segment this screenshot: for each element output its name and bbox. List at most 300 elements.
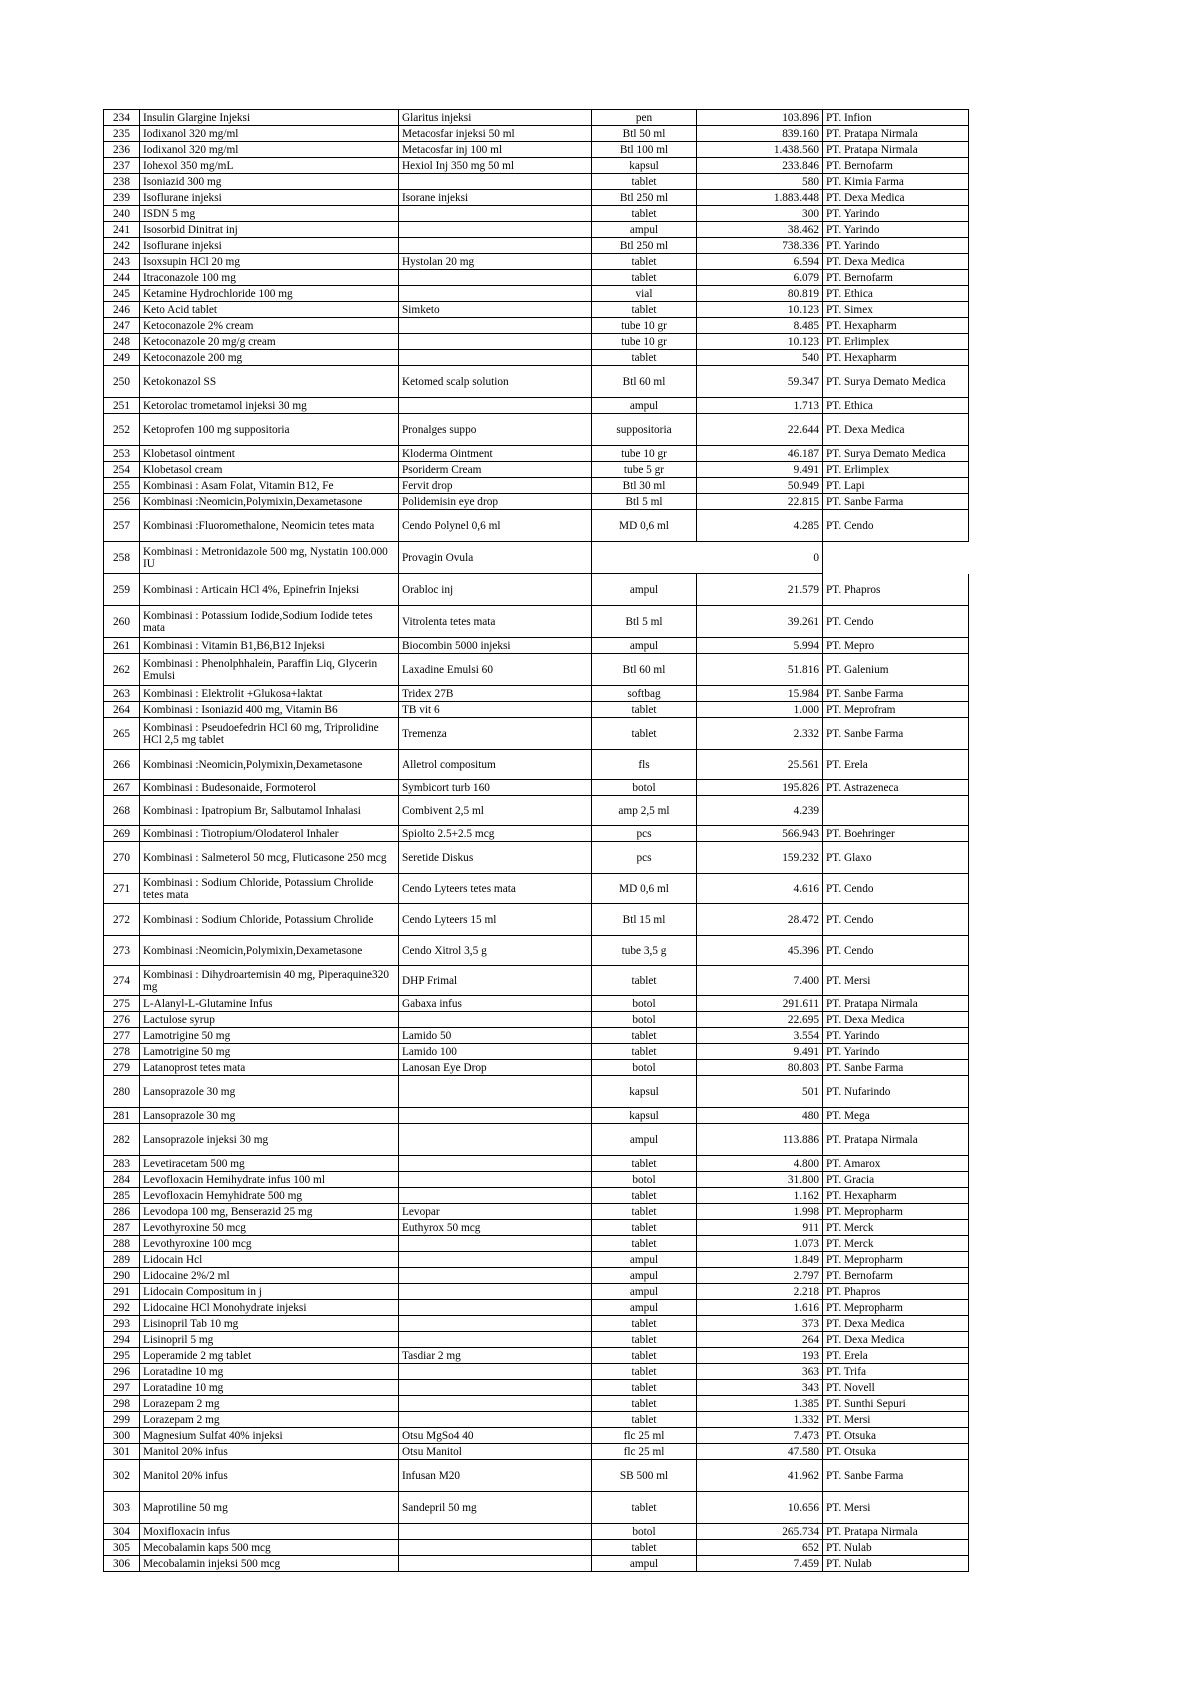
row-number-cell: 284 bbox=[104, 1172, 140, 1188]
table-row bbox=[104, 254, 969, 270]
generic-name-cell: Levofloxacin Hemihydrate infus 100 ml bbox=[140, 1172, 399, 1188]
price-cell: 7.473 bbox=[697, 1428, 823, 1444]
row-number-cell: 255 bbox=[104, 478, 140, 494]
unit-cell: tablet bbox=[592, 1236, 697, 1252]
row-number-cell: 289 bbox=[104, 1252, 140, 1268]
table-row bbox=[104, 702, 969, 718]
unit-cell: tablet bbox=[592, 1028, 697, 1044]
brand-name-cell: Isorane injeksi bbox=[399, 190, 592, 206]
row-number-cell: 275 bbox=[104, 996, 140, 1012]
unit-cell: tablet bbox=[592, 174, 697, 190]
brand-name-cell bbox=[399, 206, 592, 222]
price-cell: 22.815 bbox=[697, 494, 823, 510]
row-number-cell: 245 bbox=[104, 286, 140, 302]
generic-name-cell: Ketamine Hydrochloride 100 mg bbox=[140, 286, 399, 302]
supplier-cell bbox=[823, 542, 969, 574]
row-number-cell: 244 bbox=[104, 270, 140, 286]
generic-name-cell: Kombinasi : Asam Folat, Vitamin B12, Fe bbox=[140, 478, 399, 494]
unit-cell: flc 25 ml bbox=[592, 1428, 697, 1444]
price-cell: 2.332 bbox=[697, 718, 823, 750]
table-row bbox=[104, 750, 969, 780]
supplier-cell: PT. Sanbe Farma bbox=[823, 494, 969, 510]
supplier-cell: PT. Yarindo bbox=[823, 238, 969, 254]
row-number-cell: 281 bbox=[104, 1108, 140, 1124]
unit-cell: Btl 60 ml bbox=[592, 366, 697, 398]
unit-cell: tube 5 gr bbox=[592, 462, 697, 478]
supplier-cell: PT. Pratapa Nirmala bbox=[823, 1124, 969, 1156]
brand-name-cell: Lamido 100 bbox=[399, 1044, 592, 1060]
generic-name-cell: Itraconazole 100 mg bbox=[140, 270, 399, 286]
supplier-cell: PT. Cendo bbox=[823, 904, 969, 936]
price-cell: 1.883.448 bbox=[697, 190, 823, 206]
price-cell: 7.459 bbox=[697, 1556, 823, 1572]
brand-name-cell bbox=[399, 318, 592, 334]
row-number-cell: 294 bbox=[104, 1332, 140, 1348]
brand-name-cell: Alletrol compositum bbox=[399, 750, 592, 780]
brand-name-cell: Cendo Lyteers tetes mata bbox=[399, 874, 592, 904]
table-row bbox=[104, 1380, 969, 1396]
table-row bbox=[104, 366, 969, 398]
generic-name-cell: Magnesium Sulfat 40% injeksi bbox=[140, 1428, 399, 1444]
brand-name-cell: Laxadine Emulsi 60 bbox=[399, 654, 592, 686]
row-number-cell: 235 bbox=[104, 126, 140, 142]
brand-name-cell: Tremenza bbox=[399, 718, 592, 750]
table-row bbox=[104, 1460, 969, 1492]
generic-name-cell: Lansoprazole 30 mg bbox=[140, 1108, 399, 1124]
row-number-cell: 287 bbox=[104, 1220, 140, 1236]
row-number-cell: 297 bbox=[104, 1380, 140, 1396]
unit-cell: ampul bbox=[592, 574, 697, 606]
price-cell: 501 bbox=[697, 1076, 823, 1108]
generic-name-cell: Iodixanol 320 mg/ml bbox=[140, 126, 399, 142]
table-row bbox=[104, 1188, 969, 1204]
supplier-cell: PT. Dexa Medica bbox=[823, 190, 969, 206]
unit-cell: ampul bbox=[592, 1124, 697, 1156]
price-cell: 4.800 bbox=[697, 1156, 823, 1172]
price-cell: 1.616 bbox=[697, 1300, 823, 1316]
generic-name-cell: Kombinasi :Neomicin,Polymixin,Dexametasone bbox=[140, 936, 399, 966]
row-number-cell: 261 bbox=[104, 638, 140, 654]
generic-name-cell: Levofloxacin Hemyhidrate 500 mg bbox=[140, 1188, 399, 1204]
unit-cell: tablet bbox=[592, 1540, 697, 1556]
generic-name-cell: Ketokonazol SS bbox=[140, 366, 399, 398]
row-number-cell: 254 bbox=[104, 462, 140, 478]
price-cell: 41.962 bbox=[697, 1460, 823, 1492]
unit-cell: tablet bbox=[592, 1156, 697, 1172]
unit-cell: tube 10 gr bbox=[592, 334, 697, 350]
supplier-cell: PT. Meprofram bbox=[823, 702, 969, 718]
price-cell: 1.998 bbox=[697, 1204, 823, 1220]
brand-name-cell bbox=[399, 1284, 592, 1300]
row-number-cell: 237 bbox=[104, 158, 140, 174]
row-number-cell: 240 bbox=[104, 206, 140, 222]
brand-name-cell: Tasdiar 2 mg bbox=[399, 1348, 592, 1364]
brand-name-cell bbox=[399, 1172, 592, 1188]
price-cell: 80.819 bbox=[697, 286, 823, 302]
price-cell: 1.073 bbox=[697, 1236, 823, 1252]
unit-cell: tablet bbox=[592, 1492, 697, 1524]
row-number-cell: 279 bbox=[104, 1060, 140, 1076]
supplier-cell: PT. Yarindo bbox=[823, 1044, 969, 1060]
table-row bbox=[104, 206, 969, 222]
brand-name-cell: Tridex 27B bbox=[399, 686, 592, 702]
table-row bbox=[104, 1156, 969, 1172]
price-cell: 291.611 bbox=[697, 996, 823, 1012]
generic-name-cell: Lidocaine 2%/2 ml bbox=[140, 1268, 399, 1284]
price-cell: 480 bbox=[697, 1108, 823, 1124]
price-cell: 6.079 bbox=[697, 270, 823, 286]
brand-name-cell: DHP Frimal bbox=[399, 966, 592, 996]
generic-name-cell: Levothyroxine 50 mcg bbox=[140, 1220, 399, 1236]
price-cell: 839.160 bbox=[697, 126, 823, 142]
drug-price-table bbox=[103, 109, 969, 1572]
unit-cell: botol bbox=[592, 1012, 697, 1028]
price-cell: 652 bbox=[697, 1540, 823, 1556]
brand-name-cell: Ketomed scalp solution bbox=[399, 366, 592, 398]
row-number-cell: 277 bbox=[104, 1028, 140, 1044]
generic-name-cell: Klobetasol ointment bbox=[140, 446, 399, 462]
unit-cell: tablet bbox=[592, 302, 697, 318]
price-cell: 540 bbox=[697, 350, 823, 366]
unit-cell: pcs bbox=[592, 826, 697, 842]
unit-cell: ampul bbox=[592, 1268, 697, 1284]
supplier-cell: PT. Cendo bbox=[823, 510, 969, 542]
supplier-cell: PT. Dexa Medica bbox=[823, 1316, 969, 1332]
row-number-cell: 303 bbox=[104, 1492, 140, 1524]
table-row bbox=[104, 606, 969, 638]
brand-name-cell: Glaritus injeksi bbox=[399, 110, 592, 126]
generic-name-cell: Iohexol 350 mg/mL bbox=[140, 158, 399, 174]
table-row bbox=[104, 1044, 969, 1060]
table-row bbox=[104, 318, 969, 334]
table-row bbox=[104, 1108, 969, 1124]
row-number-cell: 269 bbox=[104, 826, 140, 842]
price-cell: 80.803 bbox=[697, 1060, 823, 1076]
brand-name-cell bbox=[399, 398, 592, 414]
table-row bbox=[104, 286, 969, 302]
supplier-cell: PT. Yarindo bbox=[823, 222, 969, 238]
price-cell: 4.616 bbox=[697, 874, 823, 904]
supplier-cell: PT. Phapros bbox=[823, 574, 969, 606]
row-number-cell: 242 bbox=[104, 238, 140, 254]
brand-name-cell bbox=[399, 1236, 592, 1252]
supplier-cell: PT. Galenium bbox=[823, 654, 969, 686]
generic-name-cell: Kombinasi : Potassium Iodide,Sodium Iodide tetes mata bbox=[140, 606, 399, 638]
price-cell: 911 bbox=[697, 1220, 823, 1236]
row-number-cell: 301 bbox=[104, 1444, 140, 1460]
price-cell: 31.800 bbox=[697, 1172, 823, 1188]
row-number-cell: 259 bbox=[104, 574, 140, 606]
row-number-cell: 302 bbox=[104, 1460, 140, 1492]
table-row bbox=[104, 1284, 969, 1300]
row-number-cell: 295 bbox=[104, 1348, 140, 1364]
brand-name-cell: Levopar bbox=[399, 1204, 592, 1220]
price-cell: 566.943 bbox=[697, 826, 823, 842]
price-cell: 4.285 bbox=[697, 510, 823, 542]
unit-cell: tablet bbox=[592, 1204, 697, 1220]
generic-name-cell: Kombinasi : Sodium Chloride, Potassium Chrolide bbox=[140, 904, 399, 936]
brand-name-cell: Cendo Xitrol 3,5 g bbox=[399, 936, 592, 966]
unit-cell: Btl 5 ml bbox=[592, 494, 697, 510]
row-number-cell: 246 bbox=[104, 302, 140, 318]
price-cell: 6.594 bbox=[697, 254, 823, 270]
table-row bbox=[104, 1444, 969, 1460]
table-row bbox=[104, 1396, 969, 1412]
supplier-cell: PT. Hexapharm bbox=[823, 318, 969, 334]
brand-name-cell: Metacosfar injeksi 50 ml bbox=[399, 126, 592, 142]
supplier-cell: PT. Hexapharm bbox=[823, 1188, 969, 1204]
unit-cell: kapsul bbox=[592, 1108, 697, 1124]
row-number-cell: 292 bbox=[104, 1300, 140, 1316]
price-cell: 264 bbox=[697, 1332, 823, 1348]
row-number-cell: 286 bbox=[104, 1204, 140, 1220]
brand-name-cell: Infusan M20 bbox=[399, 1460, 592, 1492]
price-cell: 1.438.560 bbox=[697, 142, 823, 158]
generic-name-cell: Manitol 20% infus bbox=[140, 1444, 399, 1460]
table-row bbox=[104, 1316, 969, 1332]
row-number-cell: 249 bbox=[104, 350, 140, 366]
unit-cell: softbag bbox=[592, 686, 697, 702]
generic-name-cell: Moxifloxacin infus bbox=[140, 1524, 399, 1540]
unit-cell: fls bbox=[592, 750, 697, 780]
table-row bbox=[104, 638, 969, 654]
price-cell: 363 bbox=[697, 1364, 823, 1380]
table-row bbox=[104, 350, 969, 366]
table-row bbox=[104, 1076, 969, 1108]
unit-cell: ampul bbox=[592, 1284, 697, 1300]
unit-cell: Btl 100 ml bbox=[592, 142, 697, 158]
row-number-cell: 283 bbox=[104, 1156, 140, 1172]
brand-name-cell: Provagin Ovula bbox=[399, 542, 592, 574]
brand-name-cell: Hystolan 20 mg bbox=[399, 254, 592, 270]
price-cell: 373 bbox=[697, 1316, 823, 1332]
brand-name-cell bbox=[399, 1412, 592, 1428]
supplier-cell: PT. Gracia bbox=[823, 1172, 969, 1188]
row-number-cell: 305 bbox=[104, 1540, 140, 1556]
row-number-cell: 234 bbox=[104, 110, 140, 126]
price-cell: 195.826 bbox=[697, 780, 823, 796]
supplier-cell: PT. Surya Demato Medica bbox=[823, 366, 969, 398]
generic-name-cell: Lisinopril Tab 10 mg bbox=[140, 1316, 399, 1332]
row-number-cell: 236 bbox=[104, 142, 140, 158]
price-cell: 59.347 bbox=[697, 366, 823, 398]
row-number-cell: 248 bbox=[104, 334, 140, 350]
supplier-cell: PT. Kimia Farma bbox=[823, 174, 969, 190]
generic-name-cell: Kombinasi : Budesonaide, Formoterol bbox=[140, 780, 399, 796]
brand-name-cell bbox=[399, 1524, 592, 1540]
unit-cell: tablet bbox=[592, 1412, 697, 1428]
supplier-cell: PT. Mepropharm bbox=[823, 1300, 969, 1316]
brand-name-cell: Otsu Manitol bbox=[399, 1444, 592, 1460]
row-number-cell: 278 bbox=[104, 1044, 140, 1060]
brand-name-cell: TB vit 6 bbox=[399, 702, 592, 718]
supplier-cell: PT. Pratapa Nirmala bbox=[823, 996, 969, 1012]
supplier-cell: PT. Mepropharm bbox=[823, 1252, 969, 1268]
supplier-cell: PT. Dexa Medica bbox=[823, 414, 969, 446]
brand-name-cell: Hexiol Inj 350 mg 50 ml bbox=[399, 158, 592, 174]
supplier-cell: PT. Mersi bbox=[823, 1412, 969, 1428]
table-row bbox=[104, 904, 969, 936]
generic-name-cell: Isoflurane injeksi bbox=[140, 190, 399, 206]
unit-cell: botol bbox=[592, 1172, 697, 1188]
brand-name-cell bbox=[399, 1540, 592, 1556]
generic-name-cell: Kombinasi : Salmeterol 50 mcg, Fluticasone 250 mcg bbox=[140, 842, 399, 874]
unit-cell: tablet bbox=[592, 718, 697, 750]
row-number-cell: 276 bbox=[104, 1012, 140, 1028]
price-cell: 10.656 bbox=[697, 1492, 823, 1524]
supplier-cell: PT. Mersi bbox=[823, 1492, 969, 1524]
unit-cell: tablet bbox=[592, 1348, 697, 1364]
table-body bbox=[104, 110, 969, 1572]
brand-name-cell bbox=[399, 1380, 592, 1396]
price-cell: 1.000 bbox=[697, 702, 823, 718]
generic-name-cell: Kombinasi : Isoniazid 400 mg, Vitamin B6 bbox=[140, 702, 399, 718]
price-cell: 159.232 bbox=[697, 842, 823, 874]
price-cell: 1.332 bbox=[697, 1412, 823, 1428]
table-row bbox=[104, 1172, 969, 1188]
price-cell: 46.187 bbox=[697, 446, 823, 462]
brand-name-cell bbox=[399, 1316, 592, 1332]
brand-name-cell: Cendo Polynel 0,6 ml bbox=[399, 510, 592, 542]
generic-name-cell: Ketorolac trometamol injeksi 30 mg bbox=[140, 398, 399, 414]
unit-cell: Btl 5 ml bbox=[592, 606, 697, 638]
table-row bbox=[104, 996, 969, 1012]
brand-name-cell: Kloderma Ointment bbox=[399, 446, 592, 462]
generic-name-cell: Lidocain Hcl bbox=[140, 1252, 399, 1268]
generic-name-cell: Ketoconazole 200 mg bbox=[140, 350, 399, 366]
table-row bbox=[104, 142, 969, 158]
unit-cell: tablet bbox=[592, 702, 697, 718]
table-row bbox=[104, 718, 969, 750]
unit-cell: pcs bbox=[592, 842, 697, 874]
brand-name-cell: Polidemisin eye drop bbox=[399, 494, 592, 510]
row-number-cell: 296 bbox=[104, 1364, 140, 1380]
price-cell: 22.644 bbox=[697, 414, 823, 446]
row-number-cell: 262 bbox=[104, 654, 140, 686]
generic-name-cell: Lidocaine HCl Monohydrate injeksi bbox=[140, 1300, 399, 1316]
generic-name-cell: Insulin Glargine Injeksi bbox=[140, 110, 399, 126]
table-row bbox=[104, 686, 969, 702]
price-cell: 193 bbox=[697, 1348, 823, 1364]
unit-cell: ampul bbox=[592, 1300, 697, 1316]
table-row bbox=[104, 1220, 969, 1236]
brand-name-cell bbox=[399, 1108, 592, 1124]
supplier-cell: PT. Hexapharm bbox=[823, 350, 969, 366]
row-number-cell: 288 bbox=[104, 1236, 140, 1252]
table-row bbox=[104, 334, 969, 350]
supplier-cell: PT. Bernofarm bbox=[823, 1268, 969, 1284]
price-cell: 1.713 bbox=[697, 398, 823, 414]
price-cell: 47.580 bbox=[697, 1444, 823, 1460]
supplier-cell: PT. Simex bbox=[823, 302, 969, 318]
table-row bbox=[104, 414, 969, 446]
brand-name-cell: Fervit drop bbox=[399, 478, 592, 494]
row-number-cell: 273 bbox=[104, 936, 140, 966]
brand-name-cell bbox=[399, 1396, 592, 1412]
generic-name-cell: Ketoconazole 20 mg/g cream bbox=[140, 334, 399, 350]
brand-name-cell bbox=[399, 1332, 592, 1348]
generic-name-cell: Kombinasi : Phenolphhalein, Paraffin Liq, Glycerin Emulsi bbox=[140, 654, 399, 686]
table-row bbox=[104, 1012, 969, 1028]
row-number-cell: 257 bbox=[104, 510, 140, 542]
table-row bbox=[104, 1268, 969, 1284]
supplier-cell: PT. Nulab bbox=[823, 1540, 969, 1556]
supplier-cell: PT. Merck bbox=[823, 1220, 969, 1236]
supplier-cell: PT. Ethica bbox=[823, 286, 969, 302]
price-cell: 4.239 bbox=[697, 796, 823, 826]
row-number-cell: 270 bbox=[104, 842, 140, 874]
table-row bbox=[104, 826, 969, 842]
table-row bbox=[104, 780, 969, 796]
row-number-cell: 285 bbox=[104, 1188, 140, 1204]
generic-name-cell: Kombinasi : Pseudoefedrin HCl 60 mg, Triprolidine HCl 2,5 mg tablet bbox=[140, 718, 399, 750]
brand-name-cell bbox=[399, 1364, 592, 1380]
row-number-cell: 272 bbox=[104, 904, 140, 936]
price-cell: 580 bbox=[697, 174, 823, 190]
supplier-cell: PT. Cendo bbox=[823, 606, 969, 638]
table-row bbox=[104, 1300, 969, 1316]
table-row bbox=[104, 966, 969, 996]
supplier-cell: PT. Yarindo bbox=[823, 206, 969, 222]
price-cell: 738.336 bbox=[697, 238, 823, 254]
supplier-cell: PT. Mersi bbox=[823, 966, 969, 996]
brand-name-cell bbox=[399, 350, 592, 366]
supplier-cell: PT. Bernofarm bbox=[823, 270, 969, 286]
supplier-cell: PT. Sanbe Farma bbox=[823, 686, 969, 702]
brand-name-cell bbox=[399, 1268, 592, 1284]
generic-name-cell: Levothyroxine 100 mcg bbox=[140, 1236, 399, 1252]
supplier-cell: PT. Sanbe Farma bbox=[823, 718, 969, 750]
generic-name-cell: Kombinasi :Neomicin,Polymixin,Dexametasone bbox=[140, 494, 399, 510]
generic-name-cell: Ketoconazole 2% cream bbox=[140, 318, 399, 334]
price-cell: 28.472 bbox=[697, 904, 823, 936]
brand-name-cell: Simketo bbox=[399, 302, 592, 318]
unit-cell: tablet bbox=[592, 1188, 697, 1204]
generic-name-cell: Isosorbid Dinitrat inj bbox=[140, 222, 399, 238]
brand-name-cell: Metacosfar inj 100 ml bbox=[399, 142, 592, 158]
generic-name-cell: Levodopa 100 mg, Benserazid 25 mg bbox=[140, 1204, 399, 1220]
row-number-cell: 243 bbox=[104, 254, 140, 270]
table-row bbox=[104, 1204, 969, 1220]
unit-cell: kapsul bbox=[592, 1076, 697, 1108]
unit-cell: ampul bbox=[592, 1556, 697, 1572]
price-cell: 39.261 bbox=[697, 606, 823, 638]
price-cell: 25.561 bbox=[697, 750, 823, 780]
supplier-cell: PT. Infion bbox=[823, 110, 969, 126]
table-row bbox=[104, 1348, 969, 1364]
row-number-cell: 280 bbox=[104, 1076, 140, 1108]
row-number-cell: 250 bbox=[104, 366, 140, 398]
generic-name-cell: Lactulose syrup bbox=[140, 1012, 399, 1028]
table-row bbox=[104, 1252, 969, 1268]
generic-name-cell: Mecobalamin kaps 500 mcg bbox=[140, 1540, 399, 1556]
price-cell: 5.994 bbox=[697, 638, 823, 654]
price-cell: 10.123 bbox=[697, 334, 823, 350]
generic-name-cell: Latanoprost tetes mata bbox=[140, 1060, 399, 1076]
table-row bbox=[104, 542, 969, 574]
unit-cell: ampul bbox=[592, 638, 697, 654]
row-number-cell: 274 bbox=[104, 966, 140, 996]
brand-name-cell bbox=[399, 270, 592, 286]
price-cell: 3.554 bbox=[697, 1028, 823, 1044]
table-row bbox=[104, 222, 969, 238]
price-cell: 343 bbox=[697, 1380, 823, 1396]
unit-cell: Btl 50 ml bbox=[592, 126, 697, 142]
supplier-cell: PT. Cendo bbox=[823, 874, 969, 904]
unit-cell: Btl 250 ml bbox=[592, 238, 697, 254]
unit-cell: ampul bbox=[592, 222, 697, 238]
row-number-cell: 293 bbox=[104, 1316, 140, 1332]
